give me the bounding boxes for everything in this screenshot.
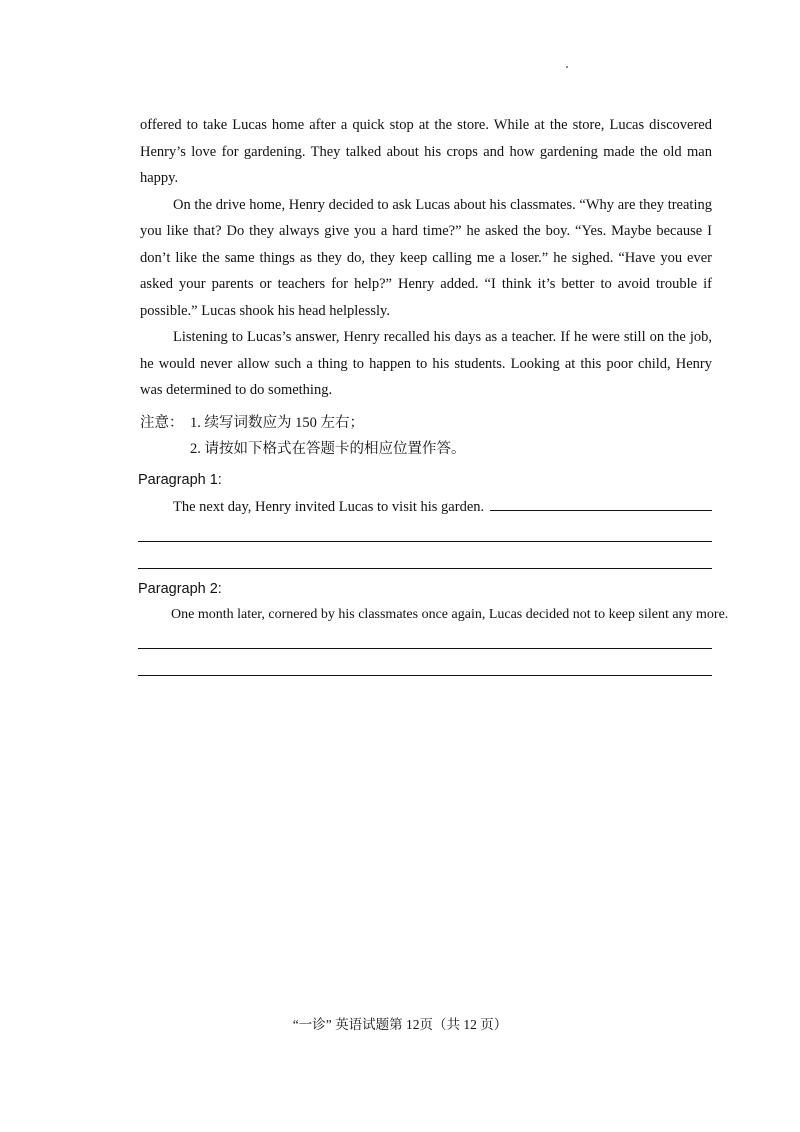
paragraph-1-label: Paragraph 1: [138, 472, 222, 488]
passage-paragraph: On the drive home, Henry decided to ask Lucas about his classmates. “Why are they treating you like that? Do they always give you a hard time?” he asked the boy. “Yes. Maybe because I don’t like the same things as they do, they keep calling me a loser.” he sighed. “Have you ever asked your parents or teachers for help?” Henry added. “I think it’s better to avoid trouble if possible.” Lucas shook his head helplessly. [140, 196, 712, 319]
passage-paragraph: offered to take Lucas home after a quick stop at the store. While at the store, Lucas discovered Henry’s love for gardening. They talked about his crops and how gardening made the old man happy. [140, 117, 712, 186]
paragraph-2-label: Paragraph 2: [138, 581, 222, 597]
story-passage [140, 112, 712, 404]
answer-line [138, 675, 712, 676]
note-item-1: 1. 续写词数应为 150 左右； [190, 415, 364, 431]
passage-paragraph: Listening to Lucas’s answer, Henry recalled his days as a teacher. If he were still on the job, he would never allow such a thing to happen to his students. Looking at this poor child, Henry was determined to do something. [140, 329, 712, 398]
note-row-1 [140, 410, 466, 436]
answer-line [138, 648, 712, 649]
page-footer: “一诊” 英语试题第 12页（共 12 页） [292, 1017, 508, 1032]
note-row-2 [140, 436, 466, 462]
paragraph-2-start-sentence: One month later, cornered by his classmates once again, Lucas decided not to keep silent any more. [171, 607, 729, 622]
scan-speck [566, 66, 568, 68]
note-item-2: 2. 请按如下格式在答题卡的相应位置作答。 [190, 441, 466, 457]
answer-line [138, 541, 712, 542]
notes-label: 注意： [140, 415, 184, 431]
answer-line [138, 568, 712, 569]
paragraph-1-prompt [173, 499, 712, 516]
instructions-notes [140, 410, 466, 462]
paragraph-1-start-sentence: The next day, Henry invited Lucas to visit his garden. [173, 499, 485, 515]
answer-line [490, 510, 712, 511]
